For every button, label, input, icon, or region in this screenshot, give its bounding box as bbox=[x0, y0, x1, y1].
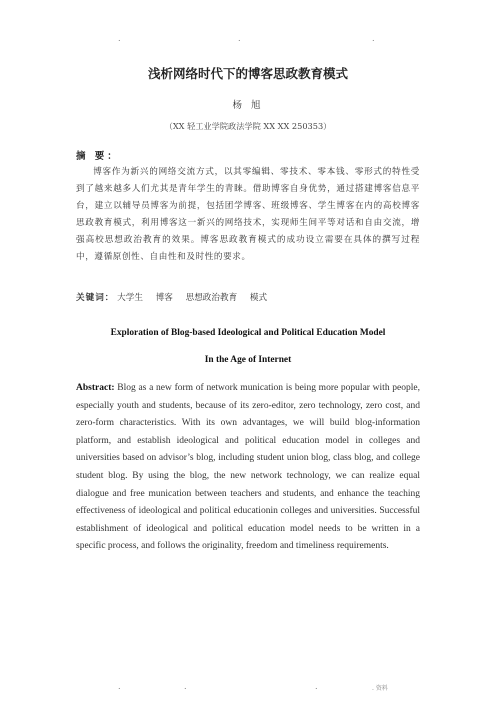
footer-mark: . bbox=[315, 682, 318, 691]
abstract-english bbox=[76, 380, 420, 556]
keyword: 模式 bbox=[249, 293, 268, 303]
footer-mark: . bbox=[184, 682, 187, 691]
paper-title: 浅析网络时代下的博客思政教育模式 bbox=[147, 66, 348, 81]
abstract-chinese: 博客作为新兴的网络交流方式，以其零编辑、零技术、零本钱、零形式的特性受到了越来越多人们尤其是青年学生的青睐。借助博客自身优势，通过搭建博客信息平台，建立以辅导员博客为前提，包括团学博客、班级博客、学生博客在内的高校博客思政教育模式，利用博客这一新兴的网络技术，实现师生间平等对话和自由交流，增强高校思想政治教育的效果。博客思政教育模式的成功设立需要在具体的撰写过程中，遵循原创性、自由性和及时性的要求。 bbox=[76, 167, 420, 262]
keyword: 大学生 bbox=[117, 293, 143, 303]
keyword: 思想政治教育 bbox=[185, 293, 238, 303]
keywords-label: 关键词： bbox=[76, 293, 115, 303]
english-title-line1: Exploration of Blog-based Ideological and Political Education Model bbox=[110, 328, 386, 338]
abstract-english-label: Abstract: bbox=[76, 383, 115, 393]
header-mark: . bbox=[372, 34, 375, 43]
paper-affiliation: （XX 轻工业学院政法学院 XX XX 250353） bbox=[164, 121, 332, 131]
keywords-line bbox=[76, 291, 277, 303]
footer-text: . 资料 bbox=[372, 685, 388, 692]
paper-author: 杨 旭 bbox=[232, 100, 264, 111]
abstract-label: 摘 要： bbox=[76, 151, 120, 162]
keyword: 博客 bbox=[155, 293, 173, 303]
english-title-line2: In the Age of Internet bbox=[204, 355, 292, 365]
footer-mark: . bbox=[118, 682, 121, 691]
abstract-english-text: Blog as a new form of network munication is being more popular with people, especially youth and students, because of its zero-editor, zero technology, zero cost, and zero-form characteristics. With its own advantages, we will build blog-information platform, and establish ideological and political education model in colleges and universities based on advisor’s blog, including student union blog, class blog, and college student blog. By using the blog, the new network technology, we can realize equal dialogue and free munication between teachers and students, and enhance the teaching effectiveness of ideological and political educationin colleges and universities. Successful establishment of ideological and political education model needs to be written in a specific process, and follows the originality, freedom and timeliness requirements. bbox=[76, 383, 420, 552]
header-mark: . bbox=[118, 34, 121, 43]
header-mark: . bbox=[238, 34, 241, 43]
